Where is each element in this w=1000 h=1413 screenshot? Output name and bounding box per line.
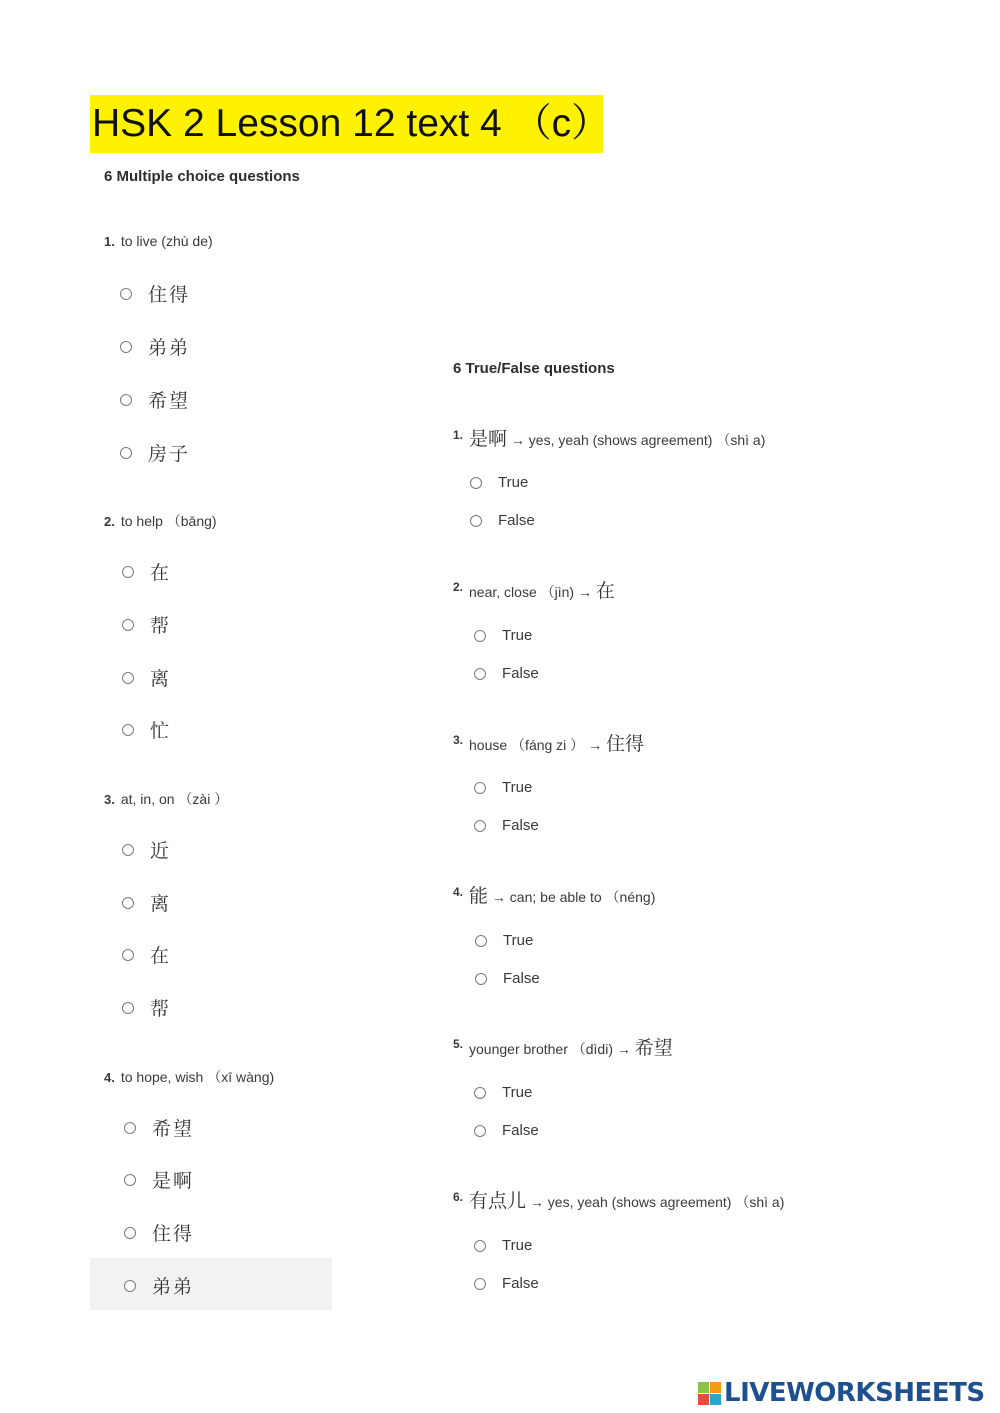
radio-button[interactable] [124,1227,136,1239]
mc-question-4: 4. to hope, wish （xī wàng) [104,1069,275,1085]
tf-heading: 6 True/False questions [453,360,615,377]
radio-button[interactable] [122,897,134,909]
tf-q5-true[interactable]: True [474,1084,532,1101]
logo-text: LIVEWORKSHEETS [724,1378,985,1408]
tf-q4-true[interactable]: True [475,932,533,949]
tf-q5-false[interactable]: False [474,1122,539,1139]
mc-heading: 6 Multiple choice questions [104,168,300,185]
mc-q2-option-1[interactable]: 在 [122,558,171,585]
liveworksheets-logo [698,1378,985,1408]
radio-button[interactable] [122,1002,134,1014]
radio-button[interactable] [474,1125,486,1137]
tf-question-1: 1. 是啊 → yes, yeah (shows agreement) （shì a) [453,428,766,450]
mc-q1-option-3[interactable]: 希望 [120,386,190,413]
radio-button[interactable] [474,668,486,680]
radio-button[interactable] [124,1174,136,1186]
tf-question-4: 4. 能 → can; be able to （néng) [453,885,656,907]
mc-q3-option-1[interactable]: 近 [122,836,171,863]
mc-q1-option-1[interactable]: 住得 [120,280,190,307]
radio-button[interactable] [474,782,486,794]
tf-q1-false[interactable]: False [470,512,535,529]
mc-q2-option-3[interactable]: 离 [122,664,171,691]
mc-q4-option-1[interactable]: 希望 [124,1114,194,1141]
mc-q3-option-2[interactable]: 离 [122,889,171,916]
radio-button[interactable] [474,1240,486,1252]
mc-question-3: 3. at, in, on （zài ） [104,791,229,807]
tf-q6-true[interactable]: True [474,1237,532,1254]
tf-q2-false[interactable]: False [474,665,539,682]
mc-q3-option-4[interactable]: 帮 [122,994,171,1021]
radio-button[interactable] [474,1087,486,1099]
tf-q1-true[interactable]: True [470,474,528,491]
radio-button[interactable] [122,672,134,684]
tf-question-3: 3. house （fáng zi ） → 住得 [453,733,644,755]
mc-q1-option-4[interactable]: 房子 [120,439,190,466]
mc-q1-option-2[interactable]: 弟弟 [120,333,190,360]
radio-button[interactable] [120,447,132,459]
logo-mark-icon [698,1382,721,1405]
tf-q4-false[interactable]: False [475,970,540,987]
radio-button[interactable] [474,630,486,642]
tf-question-6: 6. 有点儿 → yes, yeah (shows agreement) （shì a) [453,1190,785,1212]
mc-q4-option-2[interactable]: 是啊 [124,1166,194,1193]
radio-button[interactable] [475,973,487,985]
radio-button[interactable] [474,1278,486,1290]
radio-button[interactable] [122,724,134,736]
mc-q4-option-4[interactable]: 弟弟 [124,1272,194,1299]
tf-q3-true[interactable]: True [474,779,532,796]
radio-button[interactable] [122,619,134,631]
radio-button[interactable] [470,515,482,527]
radio-button[interactable] [120,394,132,406]
mc-question-2: 2. to help （bāng) [104,513,217,529]
radio-button[interactable] [120,341,132,353]
radio-button[interactable] [120,288,132,300]
mc-question-1: 1. to live (zhù de) [104,233,213,249]
tf-q3-false[interactable]: False [474,817,539,834]
radio-button[interactable] [124,1122,136,1134]
radio-button[interactable] [470,477,482,489]
radio-button[interactable] [122,949,134,961]
radio-button[interactable] [124,1280,136,1292]
radio-button[interactable] [475,935,487,947]
worksheet-title: HSK 2 Lesson 12 text 4 （c） [90,95,603,153]
tf-q2-true[interactable]: True [474,627,532,644]
radio-button[interactable] [122,566,134,578]
radio-button[interactable] [122,844,134,856]
tf-q6-false[interactable]: False [474,1275,539,1292]
mc-q4-option-3[interactable]: 住得 [124,1219,194,1246]
radio-button[interactable] [474,820,486,832]
tf-question-5: 5. younger brother （dìdi) → 希望 [453,1037,673,1059]
mc-q3-option-3[interactable]: 在 [122,941,171,968]
tf-question-2: 2. near, close （jìn) → 在 [453,580,615,602]
mc-q2-option-4[interactable]: 忙 [122,716,171,743]
mc-q2-option-2[interactable]: 帮 [122,611,171,638]
